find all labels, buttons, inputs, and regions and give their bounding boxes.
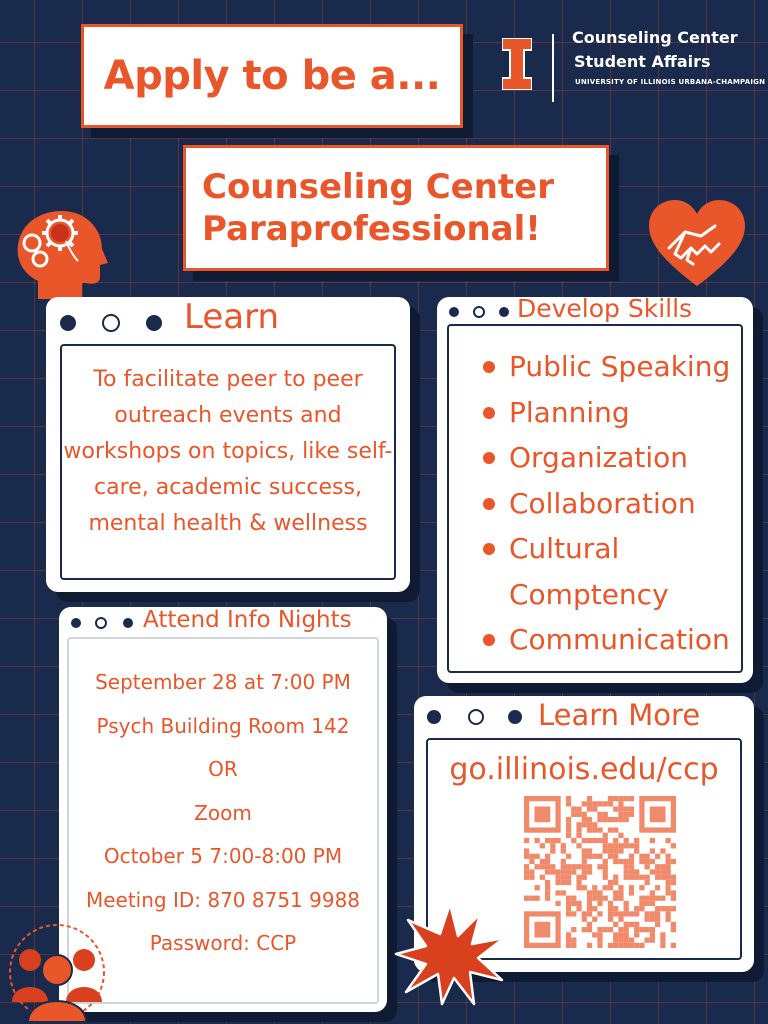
qr-code[interactable] xyxy=(524,796,676,948)
subtitle-line2: Paraprofessional! xyxy=(202,209,541,249)
window-dot-filled xyxy=(427,710,441,724)
apply-title: Apply to be a... xyxy=(103,53,441,99)
learn-more-title: Learn More xyxy=(538,698,701,732)
window-dot-ring xyxy=(473,306,485,318)
info-nights-title: Attend Info Nights xyxy=(143,607,352,633)
develop-skills-title: Develop Skills xyxy=(517,294,693,323)
skill-item: Communication xyxy=(481,617,730,663)
info-line: OR xyxy=(208,757,238,781)
window-dot-filled xyxy=(508,710,522,724)
info-line: Password: CCP xyxy=(149,931,297,955)
learn-content xyxy=(60,344,396,580)
info-line: Meeting ID: 870 8751 9988 xyxy=(85,887,361,912)
people-group-icon xyxy=(2,922,112,1024)
info-line: October 5 7:00-8:00 PM xyxy=(103,844,343,868)
subtitle-line1: Counseling Center xyxy=(202,167,555,207)
logo-name-line1: Counseling Center xyxy=(572,28,738,47)
window-dot-filled xyxy=(499,307,509,317)
skill-item: Cultural Comptency xyxy=(481,526,723,617)
head-gears-icon xyxy=(10,203,110,303)
window-dot-filled xyxy=(123,618,133,628)
learn-title: Learn xyxy=(184,297,280,337)
window-dot-filled xyxy=(449,307,459,317)
logo-divider xyxy=(552,34,554,102)
apply-title-box xyxy=(81,24,463,128)
skill-item: Organization xyxy=(481,435,730,481)
starburst-icon xyxy=(394,902,506,1006)
window-dot-ring xyxy=(468,709,484,725)
info-lines xyxy=(69,661,377,966)
logo-university: UNIVERSITY OF ILLINOIS URBANA-CHAMPAIGN xyxy=(575,78,766,86)
window-dot-filled xyxy=(146,315,162,331)
window-dot-ring xyxy=(102,314,120,332)
logo-name-line2: Student Affairs xyxy=(574,52,711,71)
skill-item: Public Speaking xyxy=(481,344,730,390)
window-dot-filled xyxy=(71,618,81,628)
window-dot-ring xyxy=(95,617,107,629)
illinois-block-i-icon xyxy=(502,38,532,90)
skill-item: Planning xyxy=(481,390,730,436)
learn-more-url[interactable]: go.illinois.edu/ccp xyxy=(449,752,719,787)
info-line: Zoom xyxy=(194,800,252,825)
info-line: Psych Building Room 142 xyxy=(96,713,350,738)
skills-content xyxy=(447,324,743,673)
heart-handshake-icon xyxy=(645,196,749,292)
info-line: September 28 at 7:00 PM xyxy=(95,670,351,694)
window-dot-filled xyxy=(60,315,76,331)
learn-window xyxy=(46,297,410,592)
develop-skills-window xyxy=(437,294,753,683)
paraprofessional-title-box xyxy=(183,145,609,271)
skills-list xyxy=(481,344,730,663)
learn-text: To facilitate peer to peer outreach events and workshops on topics, like self-care, academic success, mental health & wellness xyxy=(63,367,393,536)
info-content xyxy=(67,637,379,1004)
skill-item: Collaboration xyxy=(481,481,730,527)
